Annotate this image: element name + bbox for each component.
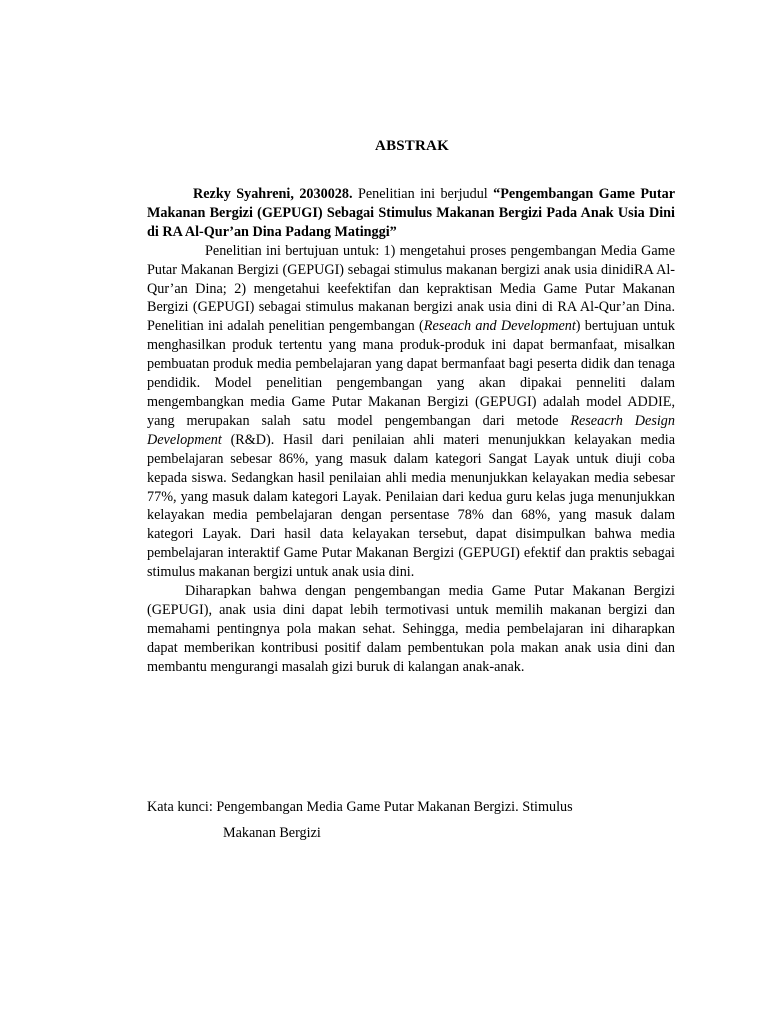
intro-paragraph bbox=[147, 185, 675, 242]
objectives-text-2: ) bertujuan untuk menghasilkan produk tertentu yang mana produk-produk ini dapat bermanfaat, misalkan pembuatan produk media pembelajaran yang dapat bermanfaat bagi peserta didik dan tenaga pendidik. Model penelitian pengembangan yang akan dipakai penneliti dalam mengembangkan media Game Putar Makanan Bergizi (GEPUGI) adalah model ADDIE, yang merupakan salah satu model pengembangan dari metode bbox=[147, 318, 675, 429]
author-citation: Rezky Syahreni, 2030028. bbox=[193, 186, 353, 202]
objectives-text-1: Penelitian ini bertujuan untuk: 1) mengetahui proses pengembangan Media Game Putar Makanan Bergizi (GEPUGI) sebagai stimulus makanan bergizi anak usia dinidiRA Al-Qur’an Dina; 2) mengetahui keefektifan dan kepraktisan Media Game Putar Makanan Bergizi (GEPUGI) sebagai stimulus makanan bergizi anak usia dini di RA Al-Qur’an Dina. Penelitian ini adalah penelitian pengembangan ( bbox=[147, 242, 675, 335]
objectives-italic-2: Reseacrh Design Development bbox=[147, 412, 675, 448]
abstract-title: ABSTRAK bbox=[375, 138, 449, 154]
objectives-italic-1: Reseach and Development bbox=[423, 318, 576, 335]
abstract-body bbox=[147, 185, 675, 677]
intro-lead-text: Penelitian ini berjudul bbox=[352, 186, 494, 202]
objectives-text-3: (R&D). Hasil dari penilaian ahli materi menunjukkan kelayakan media pembelajaran sebesar 86%, yang masuk dalam kategori Sangat Layak untuk diuji coba kepada siswa. Sedangkan hasil penilaian ahli media menunjukkan kelayakan media sebesar 77%, yang masuk dalam kategori Layak. Penilaian dari kedua guru kelas juga menunjukkan kelayakan media pembelajaran dengan persentase 78% dan 68%, yang masuk dalam kategori Layak. Dari hasil data kelayakan tersebut, dapat disimpulkan bahwa media pembelajaran interaktif Game Putar Makanan Bergizi (GEPUGI) efektif dan praktis sebagai stimulus makanan bergizi untuk anak usia dini. bbox=[147, 431, 675, 581]
keywords-block bbox=[147, 794, 667, 846]
objectives-paragraph bbox=[147, 242, 675, 582]
conclusion-paragraph: Diharapkan bahwa dengan pengembangan media Game Putar Makanan Bergizi (GEPUGI), anak usia dini dapat lebih termotivasi untuk memilih makanan bergizi dan memahami pentingnya pola makan sehat. Sehingga, media pembelajaran ini diharapkan dapat memberikan kontribusi positif dalam pembentukan pola makan anak usia dini dan membantu mengurangi masalah gizi buruk di kalangan anak-anak. bbox=[147, 583, 675, 675]
keywords-line-2: Makanan Bergizi bbox=[223, 825, 321, 841]
keywords-line-1: Kata kunci: Pengembangan Media Game Putar Makanan Bergizi. Stimulus bbox=[147, 799, 573, 815]
research-title: “Pengembangan Game Putar Makanan Bergizi (GEPUGI) Sebagai Stimulus Makanan Bergizi Pada Anak Usia Dini di RA Al-Qur’an Dina Padang Matinggi” bbox=[147, 186, 675, 240]
